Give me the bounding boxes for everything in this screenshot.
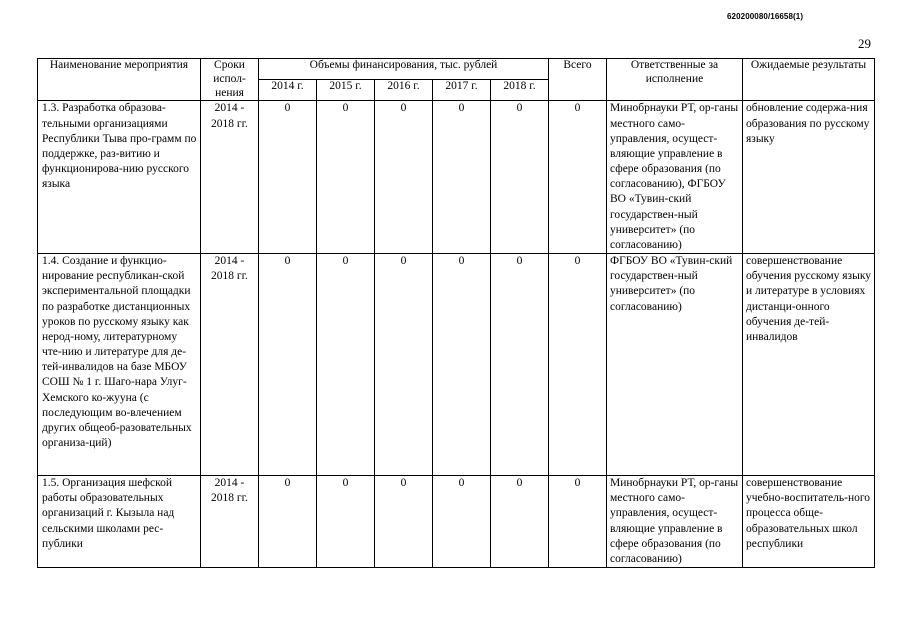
row-value: 0 <box>491 101 549 254</box>
table-header-row <box>38 59 875 80</box>
header-year: 2016 г. <box>375 80 433 101</box>
row-value: 0 <box>317 476 375 568</box>
row-value: 0 <box>375 101 433 254</box>
row-value: 0 <box>259 101 317 254</box>
row-term: 2014 - 2018 гг. <box>201 254 259 476</box>
row-name: 1.4. Создание и функцио-нирование республикан-ской экспериментальной площадки по разработке дистанционных уроков по русскому языку как нерод-ному, литературному чте-нию и литературе для де-тей-инвалидов на базе МБОУ СОШ № 1 г. Шаго-нара Улуг-Хемского ко-жууна (с последующим во-влечением других общеоб-разовательных организа-ций) <box>38 254 201 476</box>
row-responsible: ФГБОУ ВО «Тувин-ский государствен-ный университет» (по согласованию) <box>607 254 743 476</box>
row-value: 0 <box>491 254 549 476</box>
table-row <box>38 476 875 568</box>
header-terms: Сроки испол-нения <box>201 59 259 101</box>
row-value: 0 <box>375 476 433 568</box>
row-value: 0 <box>433 254 491 476</box>
row-term: 2014 - 2018 гг. <box>201 476 259 568</box>
row-value: 0 <box>317 254 375 476</box>
table-row <box>38 254 875 476</box>
row-name: 1.3. Разработка образова-тельными организациями Республики Тыва про-грамм по поддержке, раз-витию и функционирова-нию русского языка <box>38 101 201 254</box>
header-responsible: Ответственные за исполнение <box>607 59 743 101</box>
row-result: совершенствование учебно-воспитатель-ного процесса обще-образовательных школ республики <box>743 476 875 568</box>
row-responsible: Минобрнауки РТ, ор-ганы местного само-управления, осущест-вляющие управление в сфере образования (по согласованию), ФГБОУ ВО «Тувин-ский государствен-ный университет» (по согласованию) <box>607 101 743 254</box>
row-total: 0 <box>549 476 607 568</box>
row-result: обновление содержа-ния образования по русскому языку <box>743 101 875 254</box>
header-results: Ожидаемые результаты <box>743 59 875 101</box>
table-row <box>38 101 875 254</box>
header-funding: Объемы финансирования, тыс. рублей <box>259 59 549 80</box>
row-value: 0 <box>259 254 317 476</box>
row-value: 0 <box>259 476 317 568</box>
program-table <box>37 58 875 568</box>
header-name: Наименование мероприятия <box>38 59 201 101</box>
row-responsible: Минобрнауки РТ, ор-ганы местного само-управления, осущест-вляющие управление в сфере образования (по согласованию) <box>607 476 743 568</box>
row-value: 0 <box>491 476 549 568</box>
header-year: 2018 г. <box>491 80 549 101</box>
row-value: 0 <box>433 101 491 254</box>
header-year: 2017 г. <box>433 80 491 101</box>
row-total: 0 <box>549 254 607 476</box>
header-year: 2015 г. <box>317 80 375 101</box>
row-result: совершенствование обучения русскому языку и литературе в условиях дистанци-онного обучения де-тей-инвалидов <box>743 254 875 476</box>
row-term: 2014 - 2018 гг. <box>201 101 259 254</box>
document-id: 620200080/16658(1) <box>727 12 804 21</box>
row-value: 0 <box>375 254 433 476</box>
header-year: 2014 г. <box>259 80 317 101</box>
page-number: 29 <box>858 36 871 51</box>
header-total: Всего <box>549 59 607 101</box>
row-total: 0 <box>549 101 607 254</box>
row-value: 0 <box>317 101 375 254</box>
row-name: 1.5. Организация шефской работы образовательных организаций г. Кызыла над сельскими школами рес-публики <box>38 476 201 568</box>
row-value: 0 <box>433 476 491 568</box>
